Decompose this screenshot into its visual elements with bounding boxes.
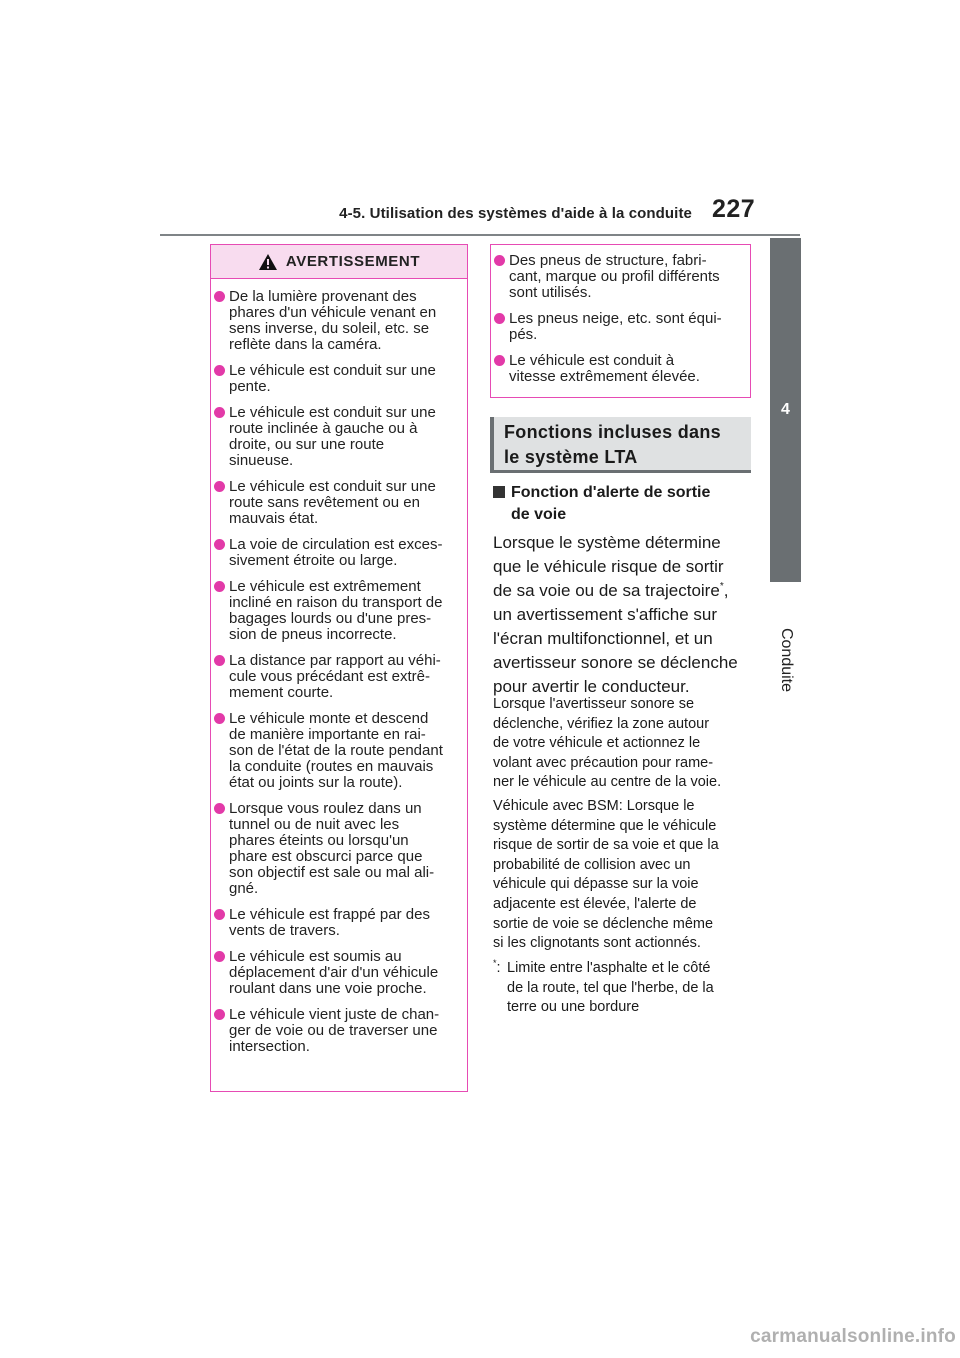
footnote-mark <box>493 959 501 979</box>
warning-box <box>210 244 468 1092</box>
warning-item-text: Le véhicule vient juste de chan- ger de voie ou de traverser une intersection. <box>229 1006 440 1055</box>
warning-item-text: Le véhicule est conduit sur une route sans revêtement ou en mauvais état. <box>229 478 436 527</box>
round-bullet-icon <box>214 539 225 550</box>
warning-item <box>211 801 459 897</box>
chapter-label-text: Conduite <box>778 627 796 693</box>
section-heading: Fonctions incluses dans le système LTA <box>490 417 751 473</box>
watermark: carmanualsonline.info <box>750 1326 956 1347</box>
round-bullet-icon <box>494 355 505 366</box>
warning-item-text: La distance par rapport au véhi- cule vous précédant est extrê- mement courte. <box>229 652 441 701</box>
footnote-reference: * <box>719 581 724 592</box>
warning-item-text: Le véhicule est conduit à vitesse extrêmement élevée. <box>509 352 700 385</box>
warning-item-text: Le véhicule est conduit sur une route inclinée à gauche ou à droite, ou sur une route sinueuse. <box>229 404 436 469</box>
round-bullet-icon <box>214 909 225 920</box>
warning-item <box>211 405 459 469</box>
paragraph-bsm: Véhicule avec BSM: Lorsque le système détermine que le véhicule risque de sortir de sa voie et que la probabilité de collision avec un véhicule qui dépasse sur la voie adjacente est élevée, l'alerte de sortie de voie se déclenche même si les clignotants sont actionnés. <box>493 798 719 952</box>
warning-item-text: De la lumière provenant des phares d'un véhicule venant en sens inverse, du soleil, etc. se reflète dans la caméra. <box>229 288 437 353</box>
main-paragraph-start: Lorsque le système détermine que le véhicule risque de sortir de sa voie ou de sa trajectoire <box>493 533 724 600</box>
page-number: 227 <box>712 195 756 223</box>
warning-item <box>211 1007 459 1055</box>
chapter-tab <box>770 238 801 582</box>
round-bullet-icon <box>494 313 505 324</box>
chapter-number: 4 <box>781 401 790 418</box>
round-bullet-icon <box>214 1009 225 1020</box>
warning-item <box>211 907 459 939</box>
round-bullet-icon <box>494 255 505 266</box>
warning-continuation-box <box>490 244 751 398</box>
warning-item <box>211 653 459 701</box>
round-bullet-icon <box>214 481 225 492</box>
footnote-asterisk: * <box>493 958 497 968</box>
running-header-section: 4-5. Utilisation des systèmes d'aide à la conduite <box>339 205 692 222</box>
warning-title: AVERTISSEMENT <box>285 253 421 270</box>
warning-item <box>211 711 459 791</box>
subsection-title: Fonction d'alerte de sortie de voie <box>511 484 711 523</box>
square-bullet-icon <box>493 486 505 498</box>
warning-item-text: Le véhicule est extrêmement incliné en raison du transport de bagages lourds ou d'une pres- sion de pneus incorrecte. <box>229 578 443 643</box>
round-bullet-icon <box>214 655 225 666</box>
warning-item <box>211 949 459 997</box>
warning-item <box>211 537 459 569</box>
warning-item-text: Le véhicule est frappé par des vents de travers. <box>229 906 430 939</box>
warning-item <box>211 579 459 643</box>
warning-triangle-icon <box>258 253 278 271</box>
footnote-separator: : <box>496 960 501 976</box>
warning-item <box>491 253 742 301</box>
warning-item-text: Le véhicule est soumis au déplacement d'air d'un véhicule roulant dans une voie proche. <box>229 948 439 997</box>
continuation-list <box>491 253 750 385</box>
warning-item <box>211 363 459 395</box>
footnote <box>493 959 755 1018</box>
round-bullet-icon <box>214 407 225 418</box>
warning-item-text: Les pneus neige, etc. sont équi- pés. <box>509 310 722 343</box>
warning-item-text: La voie de circulation est exces- sivement étroite ou large. <box>229 536 443 569</box>
warning-item <box>211 479 459 527</box>
header-divider <box>160 234 800 236</box>
round-bullet-icon <box>214 951 225 962</box>
round-bullet-icon <box>214 365 225 376</box>
main-paragraph <box>493 531 755 699</box>
warning-item <box>211 289 459 353</box>
paragraph-warning-response: Lorsque l'avertisseur sonore se déclenche, vérifiez la zone autour de votre véhicule et actionnez le volant avec précaution pour rame- ner le véhicule au centre de la voie. <box>493 696 722 791</box>
warning-item-text: Le véhicule est conduit sur une pente. <box>229 362 436 395</box>
warning-header <box>211 245 467 279</box>
chapter-label <box>773 620 799 700</box>
main-paragraph-end: , un avertissement s'affiche sur l'écran multifonctionnel, et un avertisseur sonore se déclenche pour avertir le conducteur. <box>493 581 738 696</box>
warning-list <box>211 279 467 1055</box>
round-bullet-icon <box>214 803 225 814</box>
subsection-heading <box>493 482 753 526</box>
warning-item <box>491 353 742 385</box>
round-bullet-icon <box>214 581 225 592</box>
warning-item-text: Lorsque vous roulez dans un tunnel ou de nuit avec les phares éteints ou lorsqu'un phare est obscurci parce que son objectif est sale ou mal ali- gné. <box>229 800 435 897</box>
round-bullet-icon <box>214 291 225 302</box>
round-bullet-icon <box>214 713 225 724</box>
footnote-text: Limite entre l'asphalte et le côté de la route, tel que l'herbe, de la terre ou une bordure <box>507 960 714 1016</box>
warning-item-text: Le véhicule monte et descend de manière importante en rai- son de l'état de la route pendant la conduite (routes en mauvais état ou joints sur la route). <box>229 710 443 791</box>
warning-item <box>491 311 742 343</box>
warning-item-text: Des pneus de structure, fabri- cant, marque ou profil différents sont utilisés. <box>509 252 720 301</box>
